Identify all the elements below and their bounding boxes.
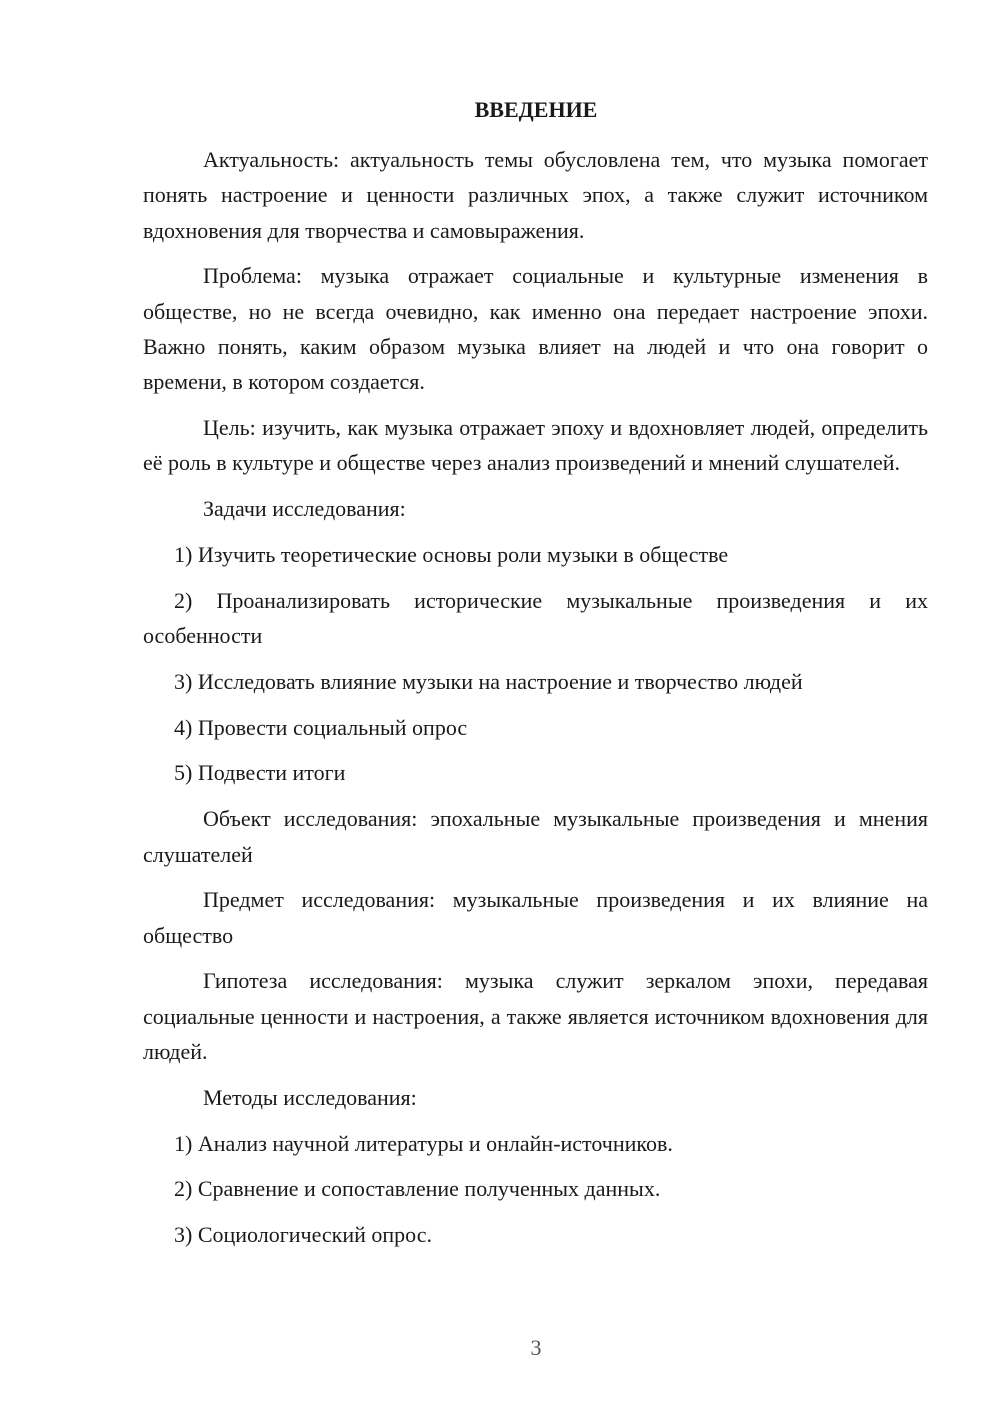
method-item: 2) Сравнение и сопоставление полученных данных. xyxy=(174,1176,661,1202)
task-item: 3) Исследовать влияние музыки на настроение и творчество людей xyxy=(174,668,803,694)
subject-paragraph: Предмет исследования: музыкальные произведения и их влияние на общество xyxy=(143,887,928,948)
task-item: 5) Подвести итоги xyxy=(174,760,346,786)
task-item: 2) Проанализировать исторические музыкальные произведения и их особенности xyxy=(143,587,928,649)
page-number: 3 xyxy=(530,1335,542,1360)
method-item: 1) Анализ научной литературы и онлайн-источников. xyxy=(174,1130,673,1156)
problem-paragraph: Проблема: музыка отражает социальные и культурные изменения в обществе, но не всегда очевидно, как именно она передает настроение эпохи. Важно понять, каким образом музыка влияет на людей и что она говорит о времени, в котором создается. xyxy=(143,263,928,395)
task-item: 4) Провести социальный опрос xyxy=(174,714,468,740)
method-item: 3) Социологический опрос. xyxy=(174,1222,432,1248)
page-heading: ВВЕДЕНИЕ xyxy=(474,97,598,122)
hypothesis-paragraph: Гипотеза исследования: музыка служит зеркалом эпохи, передавая социальные ценности и настроения, а также является источником вдохновения для людей. xyxy=(143,968,928,1065)
tasks-heading: Задачи исследования: xyxy=(203,496,406,522)
task-item: 1) Изучить теоретические основы роли музыки в обществе xyxy=(174,541,729,567)
relevance-paragraph: Актуальность: актуальность темы обусловлена тем, что музыка помогает понять настроение и ценности различных эпох, а также служит источником вдохновения для творчества и самовыражения. xyxy=(143,147,928,243)
object-paragraph: Объект исследования: эпохальные музыкальные произведения и мнения слушателей xyxy=(143,806,928,867)
introduction-body xyxy=(143,142,928,1263)
methods-heading: Методы исследования: xyxy=(203,1084,417,1110)
goal-paragraph: Цель: изучить, как музыка отражает эпоху и вдохновляет людей, определить её роль в культуре и обществе через анализ произведений и мнений слушателей. xyxy=(143,415,928,476)
